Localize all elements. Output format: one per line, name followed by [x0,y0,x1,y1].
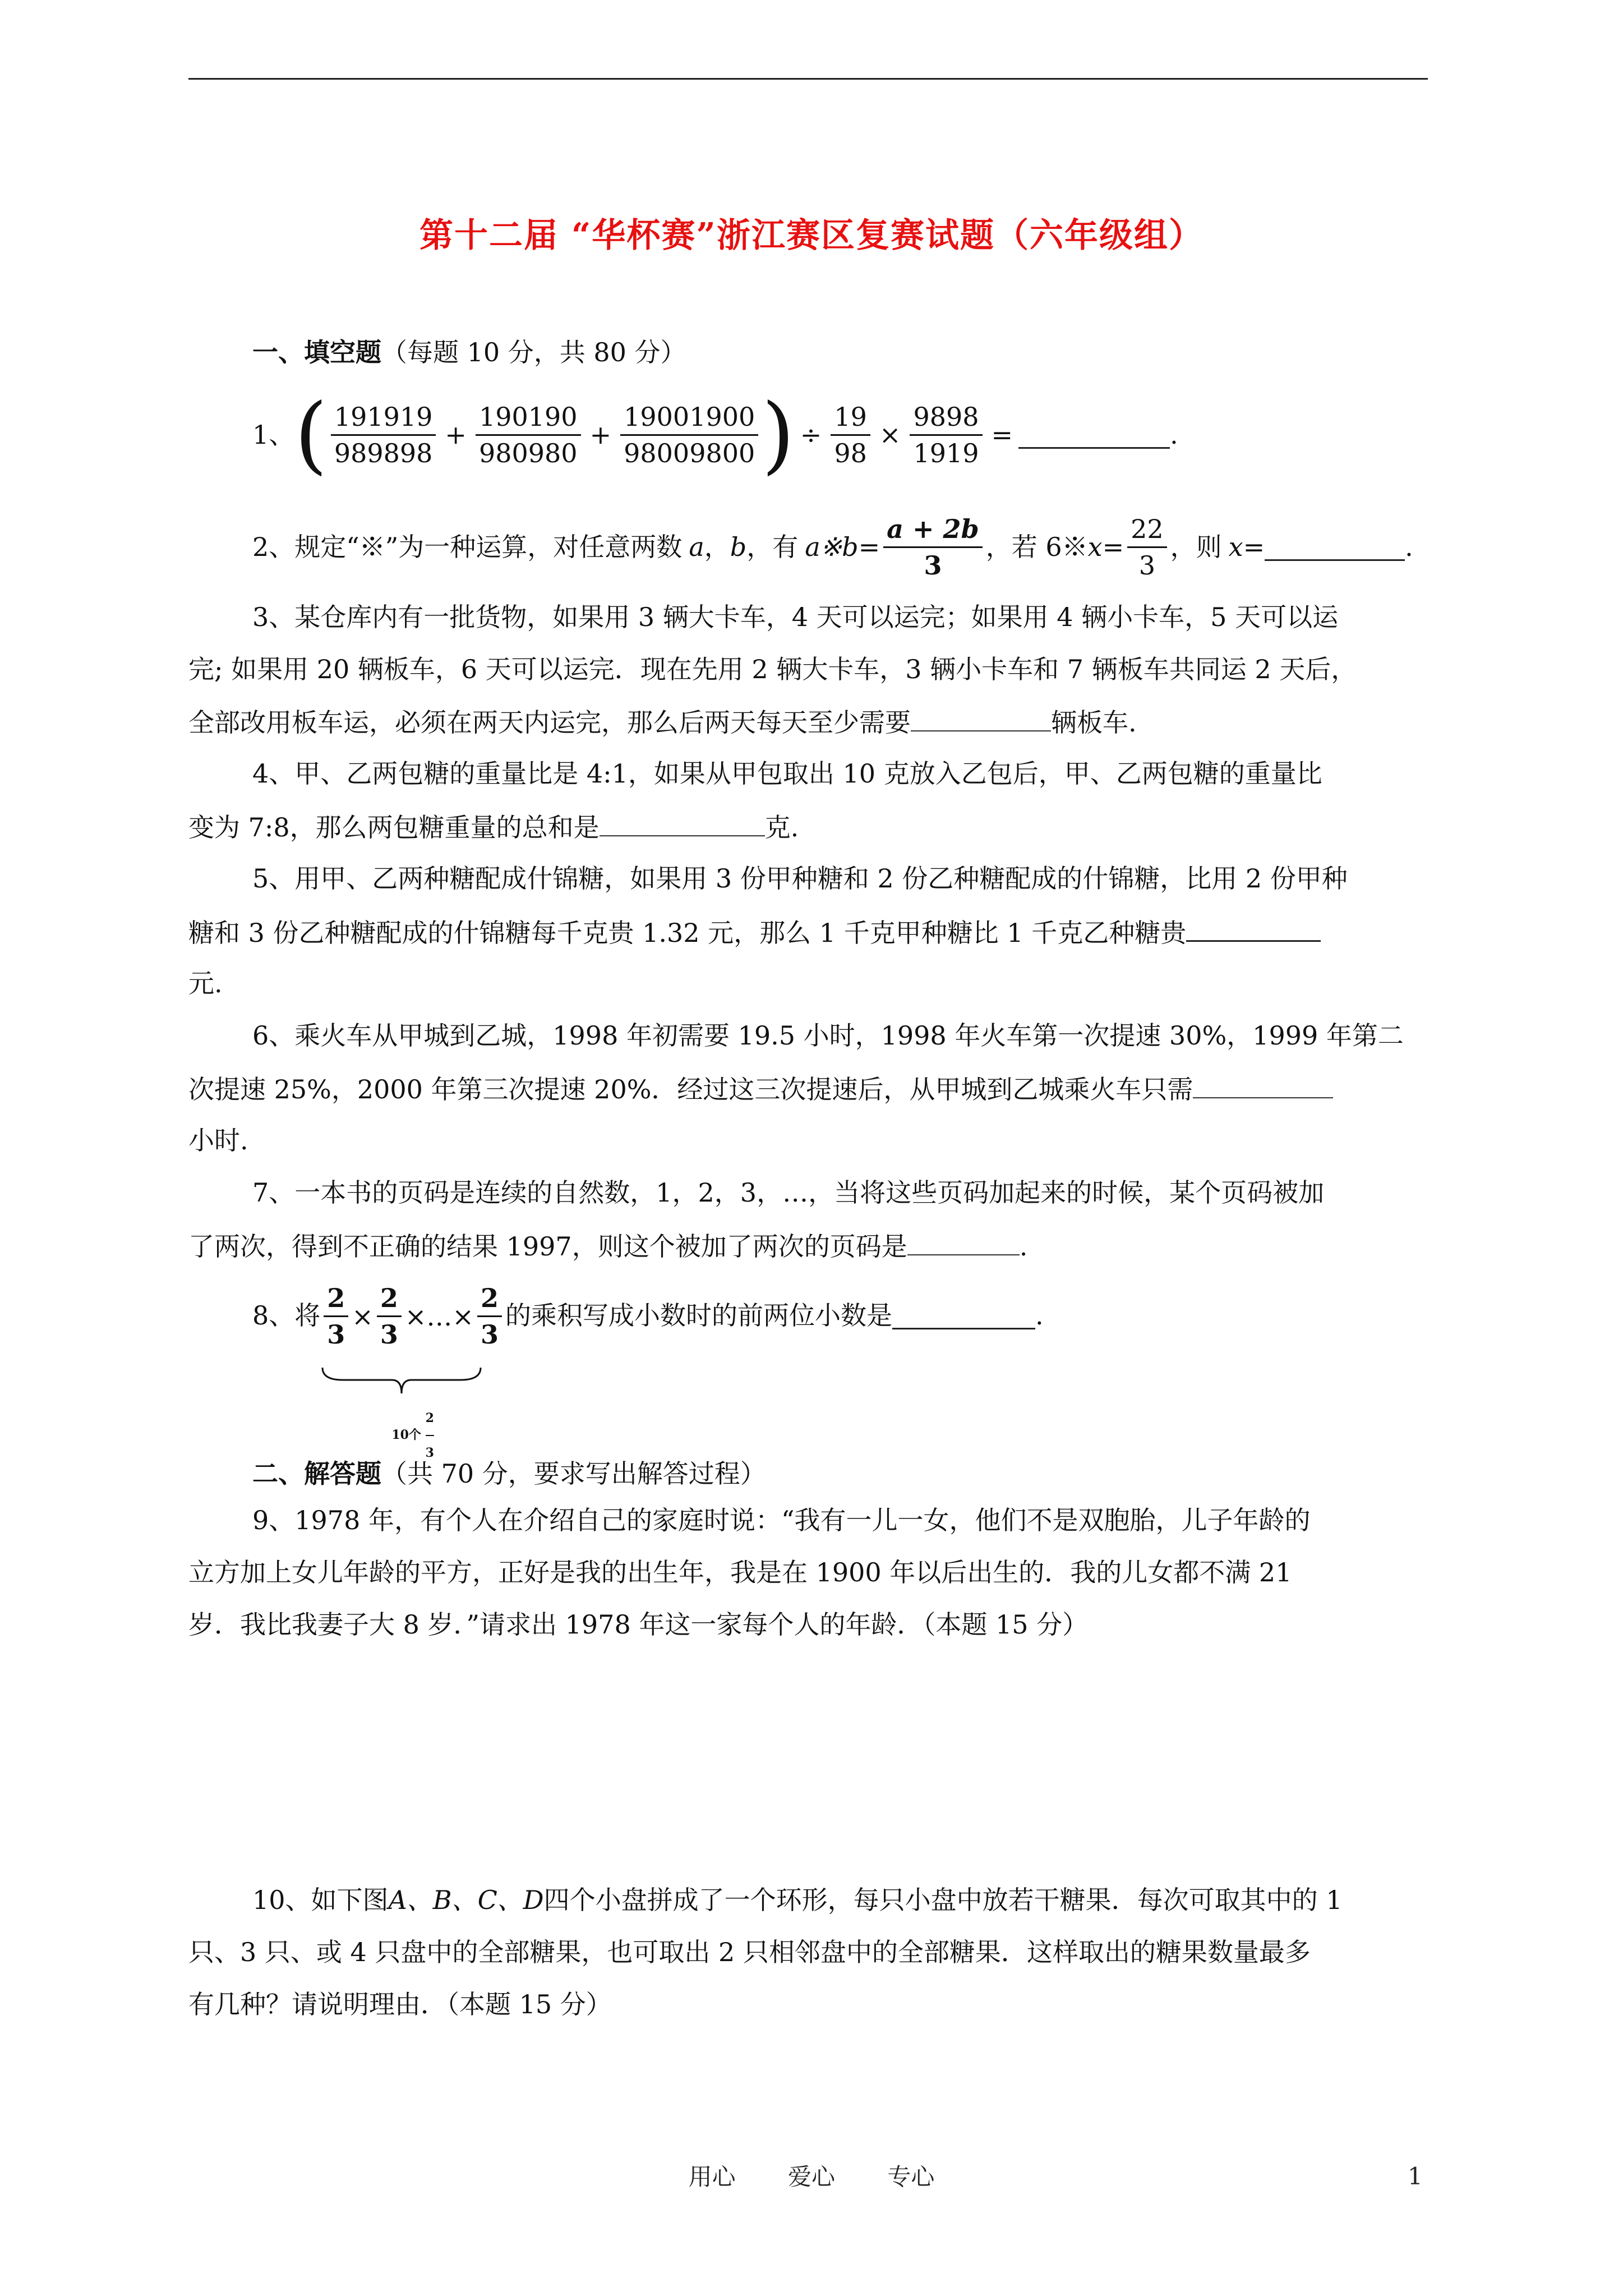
answer-blank-8[interactable] [892,1302,1035,1329]
q2-have: ，有 [746,532,799,562]
q10-text: 10、如下图 [252,1885,389,1915]
question-9-line-1: 9、1978 年，有个人在介绍自己的家庭时说：“我有一儿一女，他们不是双胞胎，儿子年龄的 [252,1505,1311,1535]
q8-f2-numerator: 2 [377,1283,402,1317]
q7-text: 了两次，得到不正确的结果 1997，则这个被加了两次的页码是 [188,1231,907,1262]
q4-suffix: 克. [764,812,799,843]
q1-f5-numerator: 9898 [910,402,982,436]
q1-fraction-4 [831,402,870,468]
q10-plate-labels: A、B、C、D [388,1885,544,1915]
question-8 [252,1273,1497,1460]
q2-f1-denominator: 3 [924,550,942,581]
q1-f1-numerator: 191919 [331,402,436,436]
q2-comma: ， [704,532,730,562]
q8-fraction-2 [377,1283,402,1350]
q1-fraction-3 [620,402,758,468]
q2-period: . [1405,532,1413,562]
q8-f3-denominator: 3 [480,1319,499,1350]
answer-blank-1[interactable] [1018,421,1170,449]
q2-text: 2、规定“※”为一种运算，对任意两数 [252,532,683,562]
q8-f1-numerator: 2 [324,1283,348,1317]
right-paren: ) [762,386,795,484]
left-paren: ( [294,386,328,484]
question-1 [252,387,1497,482]
times-sign: × [879,420,901,450]
q1-fraction-2 [476,402,581,468]
q2-var-x: x [1087,532,1103,562]
q6-text: 次提速 25%，2000 年第三次提速 20%．经过这三次提速后，从甲城到乙城乘火车只需 [188,1074,1193,1105]
q8-period: . [1035,1300,1044,1331]
question-10-line-2: 只、3 只、或 4 只盘中的全部糖果，也可取出 2 只相邻盘中的全部糖果．这样取出的糖果数量最多 [188,1937,1311,1967]
q8-product [320,1281,505,1460]
q3-text: 全部改用板车运，必须在两天内运完，那么后两天每天至少需要 [188,707,911,738]
q4-text: 变为 7:8，那么两包糖重量的总和是 [188,812,600,843]
question-3-line-3 [188,705,1433,739]
q8-question: 的乘积写成小数时的前两位小数是 [505,1300,892,1331]
answer-blank-5[interactable] [1186,914,1321,942]
q1-f4-numerator: 19 [831,402,870,436]
q1-f3-denominator: 98009800 [624,438,755,468]
q8-fraction-3 [477,1283,502,1350]
q1-f3-numerator: 19001900 [620,402,758,436]
q1-number: 1、 [252,420,295,450]
q2-fraction-1 [883,514,983,581]
answer-blank-7[interactable] [907,1228,1020,1255]
question-5-line-3: 元. [188,968,223,999]
q8-fraction-1 [324,1283,348,1350]
q2-then: ，则 [1170,532,1222,562]
q2-f2-denominator: 3 [1138,550,1156,581]
q2-var-b: b [730,532,747,562]
answer-blank-2[interactable] [1265,533,1405,561]
page-title: 第十二届 “华杯赛”浙江赛区复赛试题（六年级组） [419,216,1204,255]
q2-equals: = [1102,532,1124,562]
question-6-line-2 [188,1071,1433,1106]
q1-f1-denominator: 989898 [334,438,433,468]
divide-sign: ÷ [800,420,822,450]
answer-blank-6[interactable] [1193,1071,1333,1098]
question-2 [252,505,1497,589]
header-rule [188,78,1428,80]
plus-sign: + [589,420,612,450]
q1-f2-numerator: 190190 [476,402,581,436]
question-4-line-1: 4、甲、乙两包糖的重量比是 4:1，如果从甲包取出 10 克放入乙包后，甲、乙两包糖的重量比 [252,758,1322,789]
footer-item: 用心 [688,2163,736,2191]
question-6-line-1: 6、乘火车从甲城到乙城，1998 年初需要 19.5 小时，1998 年火车第一次提速 30%，1999 年第二 [252,1020,1404,1051]
question-3-line-1: 3、某仓库内有一批货物，如果用 3 辆大卡车，4 天可以运完；如果用 4 辆小卡车，5 天可以运 [252,602,1339,632]
q1-f5-denominator: 1919 [913,438,979,468]
q8-f2-denominator: 3 [380,1319,398,1350]
question-6-line-3: 小时. [188,1125,248,1156]
footer-item: 爱心 [787,2163,835,2191]
q1-period: . [1170,420,1178,450]
times-sign: × [352,1301,374,1332]
answer-blank-3[interactable] [911,705,1051,731]
section-1-heading [252,335,1497,369]
section-1-note: （每题 10 分，共 80 分） [381,337,686,367]
question-10-line-3: 有几种？请说明理由．（本题 15 分） [188,1989,612,2019]
question-4-line-2 [188,809,1433,844]
equals-sign: = [991,420,1013,450]
q2-f2-numerator: 22 [1127,514,1167,548]
question-9-line-3: 岁．我比我妻子大 8 岁．”请求出 1978 年这一家每个人的年龄．（本题 15 分） [188,1609,1089,1640]
question-10-line-1 [252,1883,1497,1917]
q2-x-equals: x= [1228,532,1265,562]
q1-f4-denominator: 98 [834,438,867,468]
page-footer [0,2159,1623,2192]
underbrace-icon [320,1365,483,1399]
plus-sign: + [445,420,467,450]
ellipsis-times: ×…× [404,1301,474,1332]
question-7-line-1: 7、一本书的页码是连续的自然数，1，2，3，…，当将这些页码加起来的时候，某个页码被加 [252,1177,1325,1208]
q2-if: ，若 6※ [985,532,1088,562]
q2-fraction-2 [1127,514,1167,581]
brace-denominator: 3 [425,1446,434,1460]
q1-f2-denominator: 980980 [478,438,578,468]
question-9-line-2: 立方加上女儿年龄的平方，正好是我的出生年，我是在 1900 年以后出生的．我的儿女都不满 21 [188,1557,1292,1588]
question-5-line-2 [188,914,1433,950]
q7-suffix: . [1019,1231,1028,1262]
brace-count: 10个 [391,1428,421,1442]
page-number: 1 [1408,2162,1423,2190]
q8-f1-denominator: 3 [327,1319,345,1350]
section-2-note: （共 70 分，要求写出解答过程） [381,1458,766,1489]
q8-f3-numerator: 2 [477,1283,502,1317]
q2-expression: a※b= [805,532,880,562]
section-2-heading [252,1457,1497,1490]
answer-blank-4[interactable] [600,809,765,836]
question-7-line-2 [188,1228,1433,1263]
q1-fraction-1 [331,402,436,468]
q8-text: 8、将 [252,1300,321,1331]
footer-item: 专心 [887,2163,935,2191]
q10-text-cont: 四个小盘拼成了一个环形，每只小盘中放若干糖果．每次可取其中的 1 [543,1885,1343,1915]
q2-f1-numerator: a + 2b [883,514,983,548]
q1-fraction-5 [910,402,982,468]
question-5-line-1: 5、用甲、乙两种糖配成什锦糖，如果用 3 份甲种糖和 2 份乙种糖配成的什锦糖，比用 2 份甲种 [252,863,1348,894]
brace-numerator: 2 [426,1401,434,1436]
question-3-line-2: 完; 如果用 20 辆板车，6 天可以运完．现在先用 2 辆大卡车，3 辆小卡车和 7 辆板车共同运 2 天后， [188,654,1357,684]
q5-text: 糖和 3 份乙种糖配成的什锦糖每千克贵 1.32 元，那么 1 千克甲种糖比 1 千克乙种糖贵 [188,918,1187,948]
q2-var-a: a [689,532,704,562]
q3-suffix: 辆板车. [1051,707,1137,738]
section-2-title: 二、解答题 [252,1458,381,1489]
section-1-title: 一、填空题 [252,337,381,367]
